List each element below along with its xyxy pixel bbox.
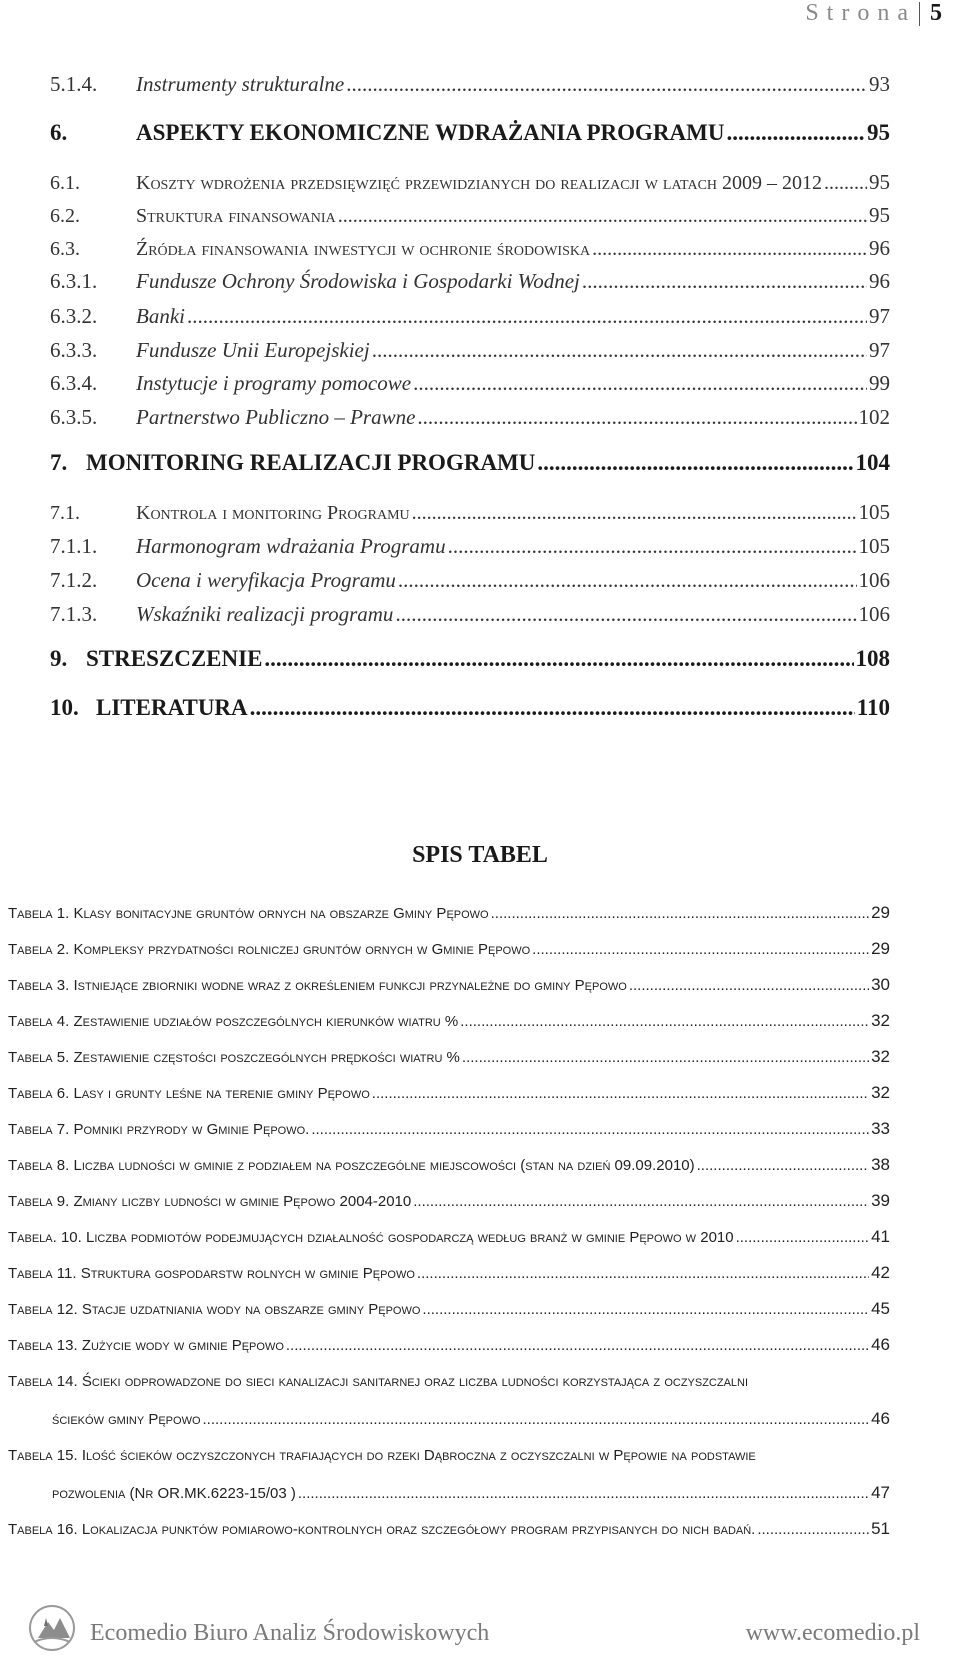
toc-entry[interactable]	[50, 338, 890, 363]
table-entry-leader	[736, 1229, 869, 1246]
toc-page: 105	[858, 500, 890, 524]
table-entry-leader	[757, 1521, 869, 1538]
toc-number: 7.1.1.	[50, 534, 98, 558]
toc-title: Wskaźniki realizacji programu	[136, 602, 394, 626]
toc-leader	[417, 405, 856, 430]
toc-number: 7.	[50, 450, 68, 475]
toc-leader	[448, 534, 857, 559]
toc-entry[interactable]	[50, 170, 890, 195]
toc-number: 6.3.	[50, 238, 80, 260]
table-entry[interactable]	[8, 1191, 890, 1211]
table-entry-leader	[491, 905, 869, 922]
table-entry-page: 39	[871, 1191, 890, 1210]
table-entry-label: Tabela 12. Stacje uzdatniania wody na obszarze gminy Pępowo	[8, 1301, 421, 1318]
table-entry-page: 46	[871, 1335, 890, 1354]
table-entry[interactable]	[8, 1299, 890, 1319]
table-entry-line1[interactable]	[8, 1447, 890, 1464]
table-entry[interactable]	[52, 1409, 890, 1429]
footer-website[interactable]: www.ecomedio.pl	[745, 1620, 920, 1646]
toc-page: 105	[858, 534, 890, 558]
toc-entry[interactable]	[50, 371, 890, 396]
table-entry[interactable]	[8, 1335, 890, 1355]
toc-entry[interactable]	[50, 646, 890, 672]
toc-page: 93	[869, 72, 890, 96]
toc-page: 102	[858, 405, 890, 429]
table-entry-page: 42	[871, 1263, 890, 1282]
toc-entry[interactable]	[50, 602, 890, 627]
header-separator	[919, 2, 920, 26]
table-entry[interactable]	[52, 1483, 890, 1503]
toc-leader	[412, 502, 857, 525]
toc-entry[interactable]	[50, 72, 890, 97]
toc-page: 95	[867, 120, 890, 145]
page-footer	[0, 1596, 960, 1674]
ecomedio-logo-icon	[24, 1604, 80, 1656]
toc-title: Ocena i weryfikacja Programu	[136, 568, 396, 592]
toc-title: Partnerstwo Publiczno – Prawne	[136, 405, 416, 429]
toc-leader	[346, 72, 867, 97]
table-entry-page: 45	[871, 1299, 890, 1318]
toc-entry[interactable]	[50, 568, 890, 593]
table-entry-leader	[417, 1265, 869, 1282]
table-entry-leader	[286, 1337, 869, 1354]
toc-number: 7.1.2.	[50, 568, 98, 592]
toc-page: 95	[869, 203, 890, 227]
table-entry[interactable]	[8, 1119, 890, 1139]
table-entry-label: Tabela 1. Klasy bonitacyjne gruntów ornych na obszarze Gminy Pępowo	[8, 905, 489, 922]
toc-title: Struktura finansowania	[136, 205, 336, 227]
table-entry-leader	[460, 1013, 869, 1030]
toc-leader	[413, 371, 867, 396]
table-entry-page: 41	[871, 1227, 890, 1246]
table-entry-leader	[462, 1049, 869, 1066]
toc-leader	[264, 646, 853, 672]
table-entry-label: Tabela 4. Zestawienie udziałów poszczególnych kierunków wiatru %	[8, 1013, 459, 1030]
table-entry-label: Tabela 15.	[8, 1447, 78, 1464]
table-entry-label: Tabela 2. Kompleksy przydatności rolniczej gruntów ornych w Gminie Pępowo	[8, 941, 531, 958]
toc-leader	[592, 238, 867, 261]
page-label: Strona	[805, 0, 916, 26]
toc-entry[interactable]	[50, 203, 890, 228]
toc-leader	[395, 602, 856, 627]
toc-title: Instytucje i programy pomocowe	[136, 371, 412, 395]
toc-number: 5.1.4.	[50, 72, 98, 96]
table-entry-label: Tabela 11. Struktura gospodarstw rolnych w gminie Pępowo	[8, 1265, 415, 1282]
table-entry-label: Tabela 14.	[8, 1373, 78, 1390]
toc-page: 95	[869, 170, 890, 194]
toc-entry[interactable]	[50, 269, 890, 294]
toc-number: 6.3.1.	[50, 269, 98, 293]
table-entry-leader	[298, 1485, 869, 1502]
table-entry-leader	[203, 1411, 870, 1428]
toc-leader	[537, 450, 853, 476]
toc-number: 10.	[50, 695, 79, 720]
toc-number: 6.1.	[50, 172, 80, 194]
toc-number: 6.3.4.	[50, 371, 98, 395]
page-header	[0, 0, 960, 40]
toc-entry[interactable]	[50, 236, 890, 261]
table-entry[interactable]	[8, 1263, 890, 1283]
table-entry[interactable]	[8, 1047, 890, 1067]
table-entry-page: 32	[871, 1083, 890, 1102]
table-entry-line1[interactable]	[8, 1373, 890, 1390]
toc-number: 6.3.5.	[50, 405, 98, 429]
toc-title: Kontrola i monitoring Programu	[136, 502, 410, 524]
toc-page: 106	[858, 602, 890, 626]
table-entry-page: 51	[871, 1519, 890, 1538]
toc-number: 6.	[50, 120, 68, 145]
table-entry-page: 46	[871, 1409, 890, 1428]
toc-entry[interactable]	[50, 450, 890, 476]
table-entry[interactable]	[8, 1083, 890, 1103]
table-entry[interactable]	[8, 1011, 890, 1031]
table-entry-leader	[697, 1157, 869, 1174]
toc-page: 106	[858, 568, 890, 592]
toc-number: 9.	[50, 646, 68, 671]
tables-heading: SPIS TABEL	[412, 842, 548, 868]
table-entry-page: 29	[871, 939, 890, 958]
toc-page: 110	[856, 695, 890, 720]
table-entry[interactable]	[8, 939, 890, 959]
toc-leader	[582, 269, 867, 294]
table-entry-leader	[311, 1121, 869, 1138]
toc-leader	[250, 695, 855, 721]
footer-company: Ecomedio Biuro Analiz Środowiskowych	[90, 1620, 490, 1646]
table-entry-leader	[629, 977, 869, 994]
toc-entry[interactable]	[50, 695, 890, 721]
toc-page: 104	[855, 450, 890, 475]
table-entry-label: Tabela 5. Zestawienie częstości poszczególnych prędkości wiatru %	[8, 1049, 460, 1066]
toc-title: Koszty wdrożenia przedsięwzięć przewidzianych do realizacji w latach 2009 – 2012	[136, 172, 823, 194]
toc-title: Fundusze Unii Europejskiej	[136, 338, 370, 362]
toc-leader	[338, 205, 867, 228]
toc-leader	[726, 120, 865, 146]
toc-page: 96	[869, 269, 890, 293]
table-entry-label: Tabela 7. Pomniki przyrody w Gminie Pępowo.	[8, 1121, 310, 1138]
toc-title: ASPEKTY EKONOMICZNE WDRAŻANIA PROGRAMU	[136, 120, 725, 145]
table-entry-leader	[532, 941, 869, 958]
table-entry[interactable]	[8, 903, 890, 923]
toc-page: 96	[869, 236, 890, 260]
table-entry-leader	[422, 1301, 869, 1318]
table-entry-leader	[372, 1085, 869, 1102]
toc-title: Instrumenty strukturalne	[136, 72, 345, 96]
table-entry[interactable]	[8, 1227, 890, 1247]
toc-entry[interactable]	[50, 304, 890, 329]
table-entry-label: Tabela. 10. Liczba podmiotów podejmujących działalność gospodarczą według branż w gminie Pępowo w 2010	[8, 1229, 734, 1246]
toc-page: 97	[869, 304, 890, 328]
toc-title: LITERATURA	[96, 695, 248, 720]
toc-entry[interactable]	[50, 405, 890, 430]
toc-leader	[187, 304, 867, 329]
toc-entry[interactable]	[50, 120, 890, 146]
toc-page: 97	[869, 338, 890, 362]
table-entry-label: Tabela 6. Lasy i grunty leśne na terenie gminy Pępowo	[8, 1085, 370, 1102]
table-entry-title-cont: ścieków gminy Pępowo	[52, 1411, 201, 1428]
table-entry-page: 29	[871, 903, 890, 922]
page-number: 5	[930, 0, 942, 26]
toc-leader	[372, 338, 867, 363]
toc-entry[interactable]	[50, 534, 890, 559]
table-entry-page: 32	[871, 1011, 890, 1030]
toc-title: Źródła finansowania inwestycji w ochronie środowiska	[136, 238, 591, 260]
toc-page: 99	[869, 371, 890, 395]
table-entry-page: 47	[871, 1483, 890, 1502]
table-entry-title: Ilość ścieków oczyszczonych trafiających do rzeki Dąbroczna z oczyszczalni w Pępowie na podstawie	[81, 1447, 756, 1464]
toc-number: 7.1.3.	[50, 602, 98, 626]
table-entry-label: Tabela 13. Zużycie wody w gminie Pępowo	[8, 1337, 284, 1354]
toc-title: Banki	[136, 304, 185, 328]
toc-title: MONITORING REALIZACJI PROGRAMU	[86, 450, 536, 475]
toc-number: 7.1.	[50, 502, 80, 524]
table-entry-page: 38	[871, 1155, 890, 1174]
table-entry-leader	[413, 1193, 869, 1210]
table-entry[interactable]	[8, 975, 890, 995]
toc-leader	[824, 172, 867, 195]
table-entry[interactable]	[8, 1155, 890, 1175]
table-entry-label: Tabela 8. Liczba ludności w gminie z podziałem na poszczególne miejscowości (stan na dzień 09.09.2010)	[8, 1157, 695, 1174]
table-entry[interactable]	[8, 1519, 890, 1539]
table-entry-page: 32	[871, 1047, 890, 1066]
toc-title: STRESZCZENIE	[86, 646, 263, 671]
toc-title: Harmonogram wdrażania Programu	[136, 534, 446, 558]
table-entry-title: Ścieki odprowadzone do sieci kanalizacji sanitarnej oraz liczba ludności korzystająca z oczyszczalni	[81, 1373, 749, 1390]
table-entry-label: Tabela 9. Zmiany liczby ludności w gminie Pępowo 2004-2010	[8, 1193, 412, 1210]
table-entry-page: 30	[871, 975, 890, 994]
toc-number: 6.2.	[50, 205, 80, 227]
table-entry-label: Tabela 16. Lokalizacja punktów pomiarowo-kontrolnych oraz szczegółowy program przypisanych do nich badań.	[8, 1521, 756, 1538]
toc-page: 108	[855, 646, 890, 671]
table-entry-page: 33	[871, 1119, 890, 1138]
toc-number: 6.3.2.	[50, 304, 98, 328]
toc-number: 6.3.3.	[50, 338, 98, 362]
toc-leader	[398, 568, 857, 593]
toc-title: Fundusze Ochrony Środowiska i Gospodarki Wodnej	[136, 269, 580, 293]
table-entry-label: Tabela 3. Istniejące zbiorniki wodne wraz z określeniem funkcji przynależne do gminy Pępowo	[8, 977, 627, 994]
table-entry-title-cont: pozwolenia (Nr OR.MK.6223-15/03 )	[52, 1485, 296, 1502]
toc-entry[interactable]	[50, 500, 890, 525]
